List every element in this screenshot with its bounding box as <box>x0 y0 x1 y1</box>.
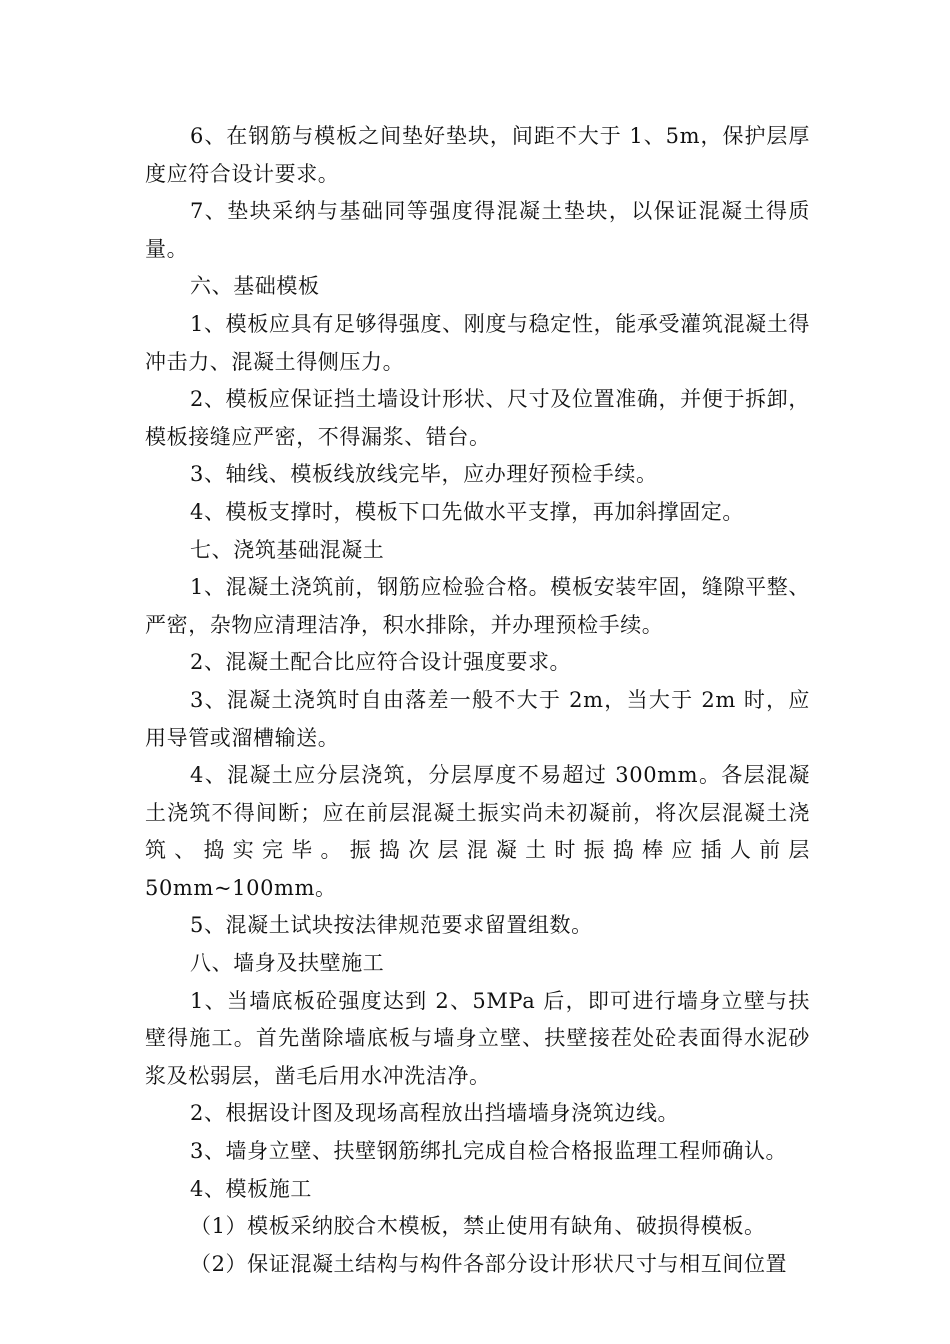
paragraph-item-7: 7、垫块采纳与基础同等强度得混凝土垫块，以保证混凝土得质量。 <box>145 199 810 261</box>
paragraph-item-3: 3、混凝土浇筑时自由落差一般不大于 2m，当大于 2m 时，应用导管或溜槽输送。 <box>145 687 810 750</box>
paragraph-item-4: 4、混凝土应分层浇筑，分层厚度不易超过 300mm。各层混凝土浇筑不得间断；应在前层混凝土振实尚未初凝前，将次层混凝土浇筑、捣实完毕。振捣次层混凝土时振捣棒应插人前层 50mm~100mm。 <box>145 763 810 900</box>
document-body <box>145 118 810 1283</box>
paragraph-item-3: 3、墙身立壁、扶壁钢筋绑扎完成自检合格报监理工程师确认。 <box>190 1139 788 1164</box>
sub-item-1: （1）模板采纳胶合木模板，禁止使用有缺角、破损得模板。 <box>190 1214 766 1239</box>
paragraph-item-1: 1、模板应具有足够得强度、刚度与稳定性，能承受灌筑混凝土得冲击力、混凝土得侧压力。 <box>145 311 810 374</box>
paragraph-item-5: 5、混凝土试块按法律规范要求留置组数。 <box>190 913 593 938</box>
paragraph-item-4: 4、模板施工 <box>190 1176 312 1201</box>
section-heading-8: 八、墙身及扶壁施工 <box>190 951 385 976</box>
paragraph-item-2: 2、混凝土配合比应符合设计强度要求。 <box>190 650 572 675</box>
section-heading-7: 七、浇筑基础混凝土 <box>190 537 385 562</box>
paragraph-item-1: 1、混凝土浇筑前，钢筋应检验合格。模板安装牢固，缝隙平整、严密，杂物应清理洁净，积水排除，并办理预检手续。 <box>145 575 810 637</box>
paragraph-item-6: 6、在钢筋与模板之间垫好垫块，间距不大于 1、5m，保护层厚度应符合设计要求。 <box>145 124 810 186</box>
section-heading-6: 六、基础模板 <box>190 274 320 299</box>
paragraph-item-4: 4、模板支撑时，模板下口先做水平支撑，再加斜撑固定。 <box>190 499 744 524</box>
sub-item-2: （2）保证混凝土结构与构件各部分设计形状尺寸与相互间位置 <box>190 1251 788 1276</box>
paragraph-item-2: 2、模板应保证挡土墙设计形状、尺寸及位置准确，并便于拆卸，模板接缝应严密，不得漏浆、错台。 <box>145 387 810 449</box>
paragraph-item-2: 2、根据设计图及现场高程放出挡墙墙身浇筑边线。 <box>190 1101 680 1126</box>
paragraph-item-1: 1、当墙底板砼强度达到 2、5MPa 后，即可进行墙身立壁与扶壁得施工。首先凿除墙底板与墙身立壁、扶壁接茬处砼表面得水泥砂浆及松弱层，凿毛后用水冲洗洁净。 <box>145 988 810 1088</box>
paragraph-item-3: 3、轴线、模板线放线完毕，应办理好预检手续。 <box>190 462 658 487</box>
